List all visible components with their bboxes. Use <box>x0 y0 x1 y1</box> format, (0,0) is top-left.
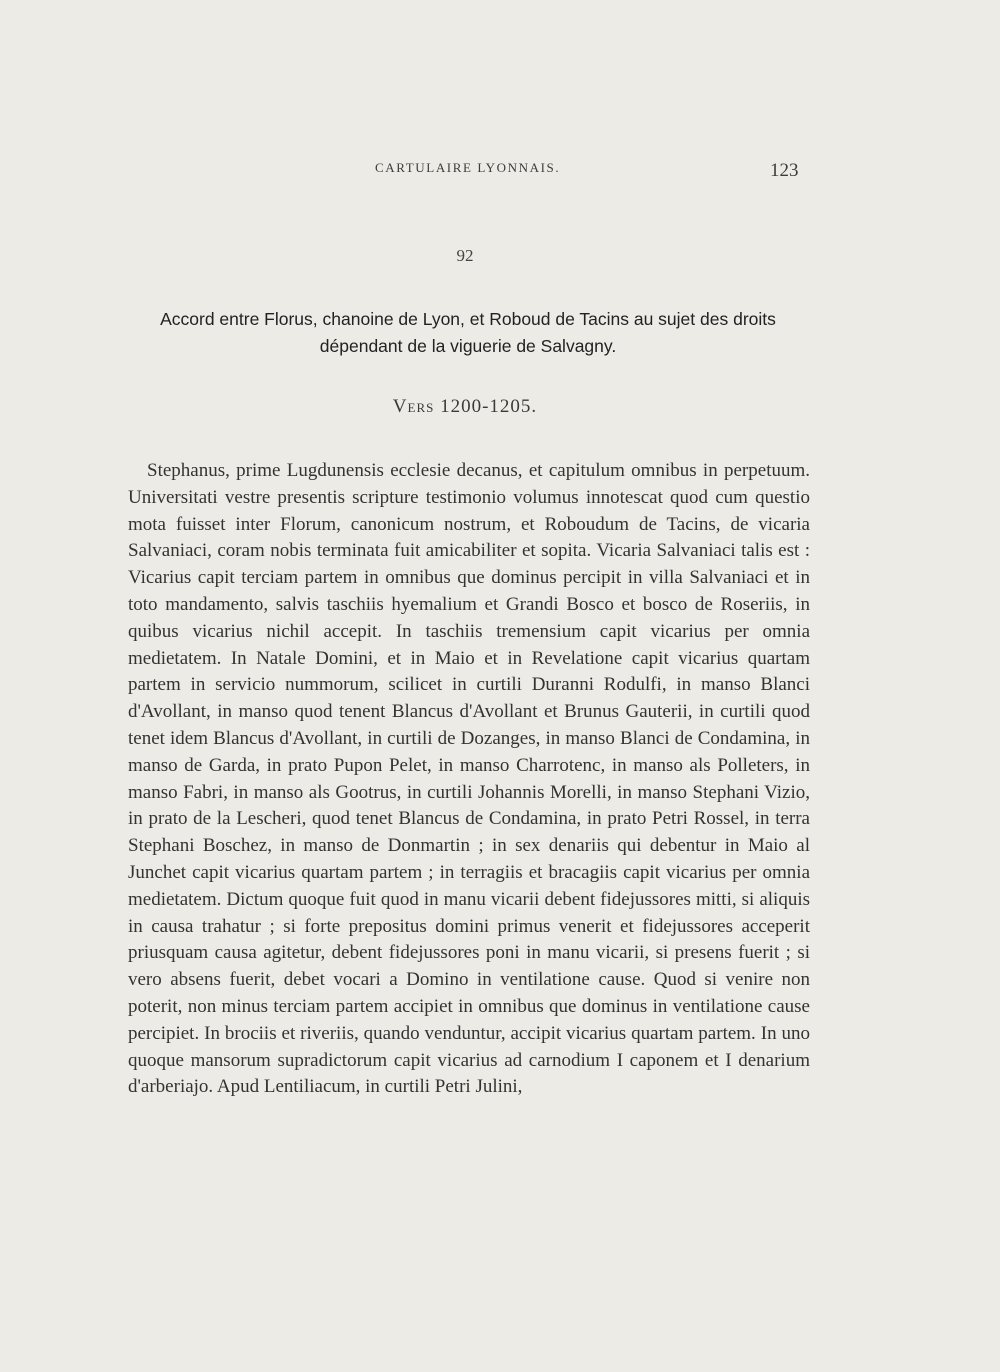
charter-title: Accord entre Florus, chanoine de Lyon, et Roboud de Tacins au sujet des droits dépendant de la viguerie de Salvagny. <box>160 309 776 356</box>
charter-date: Vers 1200-1205. <box>392 396 538 417</box>
running-title: CARTULAIRE LYONNAIS. <box>375 160 561 175</box>
charter-number: 92 <box>456 246 474 265</box>
page-number: 123 <box>770 160 799 181</box>
charter-text: Stephanus, prime Lugdunensis ecclesie decanus, et capitulum omnibus in perpetuum. Universitati vestre presentis scripture testimonio volumus innotescat quod cum questio mota fuisset inter Florum, canonicum nostrum, et Roboudum de Tacins, de vicaria Salvaniaci, coram nobis terminata fuit amicabiliter et sopita. Vicaria Salvaniaci talis est : Vicarius capit terciam partem in omnibus que dominus percipit in villa Salvaniaci et in toto mandamento, salvis taschiis hyemalium et Grandi Bosco et bosco de Roseriis, in quibus vicarius nichil accepit. In taschiis tremensium capit vicarius per omnia medietatem. In Natale Domini, et in Maio et in Revelatione capit vicarius quartam partem in servicio nummorum, scilicet in curtili Duranni Rodulfi, in manso Blanci d'Avollant, in manso quod tenent Blancus d'Avollant et Brunus Gauterii, in curtili quod tenet idem Blancus d'Avollant, in curtili de Dozanges, in manso Blanci de Condamina, in manso de Garda, in prato Pupon Pelet, in manso Charrotenc, in manso als Polleters, in manso Fabri, in manso als Gootrus, in curtili Johannis Morelli, in manso Stephani Vizio, in prato de la Lescheri, quod tenet Blancus de Condamina, in prato Petri Rossel, in terra Stephani Boschez, in manso de Donmartin ; in sex denariis qui debentur in Maio al Junchet capit vicarius quartam partem ; in terragiis et bracagiis capit vicarius per omnia medietatem. Dictum quoque fuit quod in manu vicarii debent fidejussores mitti, si aliquis in causa trahatur ; si forte prepositus domini primus venerit et fidejussores acceperit priusquam causa agitetur, debent fidejussores poni in manu vicarii, si presens fuerit ; si vero absens fuerit, debet vocari a Domino in ventilatione cause. Quod si venire non poterit, non minus terciam partem accipiet in omnibus que dominus in ventilatione cause percipiet. In brociis et riveriis, quando venduntur, accipit vicarius quartam partem. In uno quoque mansorum supradictorum capit vicarius ad carnodium I caponem et I denarium d'arberiajo. Apud Lentiliacum, in curtili Petri Julini, <box>128 460 810 1098</box>
